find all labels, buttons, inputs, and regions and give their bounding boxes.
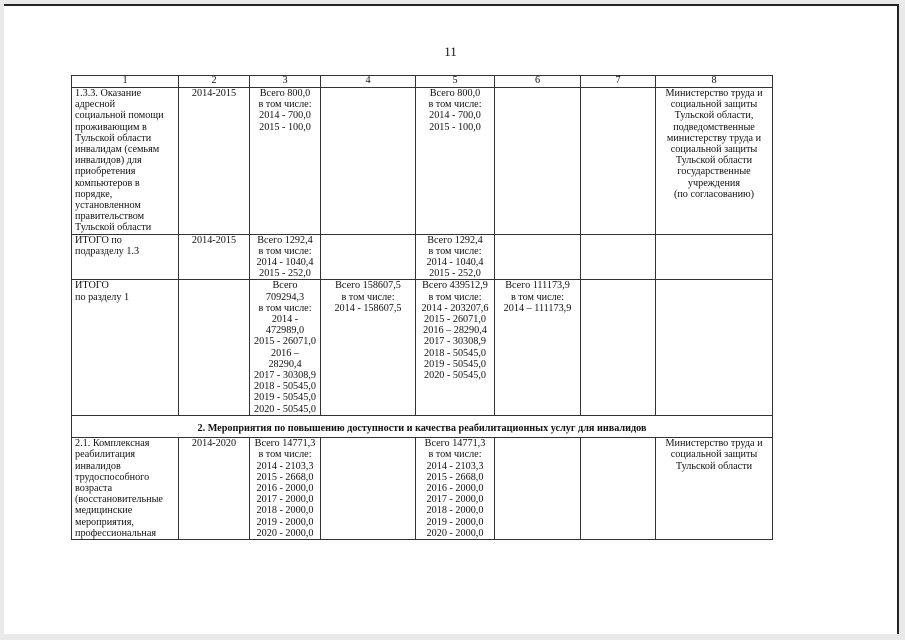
cell-line: подразделу 1.3 — [75, 245, 140, 257]
cell-line: Тульской области — [75, 222, 152, 234]
table-row — [72, 234, 773, 280]
cell-line: компьютеров в — [75, 177, 140, 189]
cell-line: в том числе: — [258, 449, 312, 461]
section-heading-row — [72, 415, 773, 437]
cell-line: профессиональная — [75, 527, 157, 539]
cell-line: социальной защиты — [670, 449, 758, 461]
cell-line: в том числе: — [258, 99, 312, 111]
cell-col-1 — [72, 438, 179, 540]
col-header-4: 4 — [321, 76, 416, 88]
table-body-section-2 — [72, 415, 773, 539]
cell-line: 2018 - 50545,0 — [424, 347, 486, 359]
cell-line: по разделу 1 — [75, 291, 130, 303]
cell-col-5 — [416, 280, 495, 415]
cell-line: 2014 - 2103,3 — [256, 460, 314, 472]
cell-line: реабилитация — [75, 449, 136, 461]
cell-line: 2020 - 50545,0 — [254, 403, 316, 415]
cell-line: 2014 - — [271, 314, 299, 326]
cell-col-4 — [321, 280, 416, 415]
cell-col-8 — [656, 438, 773, 540]
cell-line: Всего 1292,4 — [257, 234, 313, 246]
cell-col-2 — [179, 280, 250, 415]
cell-line: 2018 - 2000,0 — [426, 505, 484, 517]
cell-col-1 — [72, 88, 179, 235]
cell-line: ИТОГО — [75, 280, 109, 292]
cell-line: 2015 - 100,0 — [259, 121, 311, 133]
cell-line: Министерство труда и — [665, 438, 763, 450]
cell-line: учреждения — [687, 177, 741, 189]
cell-line: в том числе: — [258, 245, 312, 257]
cell-line: 2016 – — [270, 347, 299, 359]
document-page — [4, 4, 899, 634]
cell-col-6 — [495, 234, 581, 280]
cell-col-4 — [321, 234, 416, 280]
cell-line: в том числе: — [428, 291, 482, 303]
cell-line: Всего — [272, 280, 298, 292]
cell-col-3 — [250, 438, 321, 540]
cell-line: правительством — [75, 211, 145, 223]
cell-line: проживающим в — [75, 121, 147, 133]
cell-line: 472989,0 — [265, 325, 305, 337]
cell-line: 2014 - 1040,4 — [256, 257, 314, 269]
cell-line: медицинские — [75, 505, 133, 517]
cell-line: инвалидам (семьям — [75, 144, 160, 156]
cell-line: 2014-2015 — [191, 234, 237, 246]
cell-line: 709294,3 — [265, 291, 305, 303]
cell-col-2 — [179, 88, 250, 235]
cell-line: Всего 800,0 — [259, 88, 311, 99]
cell-line: в том числе: — [428, 245, 482, 257]
cell-col-2 — [179, 234, 250, 280]
cell-line: 2020 - 2000,0 — [256, 527, 314, 539]
cell-line: 2015 - 2668,0 — [426, 471, 484, 483]
cell-col-4 — [321, 88, 416, 235]
cell-col-1 — [72, 280, 179, 415]
cell-line: социальной помощи — [75, 110, 164, 122]
cell-line: Тульской области, — [674, 110, 754, 122]
cell-line: государственные — [677, 166, 751, 178]
cell-line: возраста — [75, 482, 113, 494]
cell-line: 2020 - 2000,0 — [426, 527, 484, 539]
table-row — [72, 438, 773, 540]
cell-line: 2019 - 2000,0 — [426, 516, 484, 528]
cell-line: в том числе: — [258, 302, 312, 314]
col-header-1: 1 — [72, 76, 179, 88]
cell-line: 2016 - 2000,0 — [256, 482, 314, 494]
cell-line: Тульской области — [75, 132, 152, 144]
cell-line: 2014 – 111173,9 — [503, 302, 572, 314]
cell-line: в том числе: — [510, 291, 565, 303]
program-table — [71, 75, 773, 540]
cell-col-3 — [250, 88, 321, 235]
cell-line: подведомственные — [673, 121, 755, 133]
cell-line: 2014 - 700,0 — [259, 110, 311, 122]
cell-col-5 — [416, 438, 495, 540]
cell-line: Всего 14771,3 — [254, 438, 316, 450]
col-header-8: 8 — [656, 76, 773, 88]
cell-line: в том числе: — [428, 99, 482, 111]
cell-line: 2014 - 203207,6 — [421, 302, 489, 314]
cell-line: (по согласованию) — [673, 188, 755, 200]
cell-line: министерству труда и — [666, 132, 762, 144]
cell-line: трудоспособного — [75, 471, 150, 483]
cell-col-3 — [250, 280, 321, 415]
cell-line: 2016 – 28290,4 — [423, 325, 487, 337]
cell-line: 2018 - 50545,0 — [254, 381, 316, 393]
cell-line: в том числе: — [428, 449, 482, 461]
cell-line: 2017 - 2000,0 — [256, 494, 314, 506]
cell-line: порядке, — [75, 188, 113, 200]
cell-col-7 — [581, 280, 656, 415]
page-number: 11 — [444, 44, 457, 59]
cell-col-1 — [72, 234, 179, 280]
cell-line: 2015 - 26071,0 — [424, 314, 486, 326]
cell-line: социальной защиты — [670, 99, 758, 111]
cell-col-6 — [495, 438, 581, 540]
cell-line: адресной — [75, 99, 116, 111]
cell-line: 2015 - 26071,0 — [254, 336, 316, 348]
cell-line: ИТОГО по — [75, 234, 122, 246]
cell-col-2 — [179, 438, 250, 540]
cell-line: установленном — [75, 200, 141, 212]
cell-line: Всего 439512,9 — [422, 280, 488, 292]
cell-line: 2014-2020 — [191, 438, 237, 450]
cell-line: социальной защиты — [670, 144, 758, 156]
col-header-7: 7 — [581, 76, 656, 88]
cell-line: Всего 111173,9 — [505, 280, 570, 292]
col-header-5: 5 — [416, 76, 495, 88]
cell-line: (восстановительные — [75, 494, 163, 506]
cell-col-8 — [656, 88, 773, 235]
cell-line: 2015 - 252,0 — [259, 268, 311, 280]
cell-col-7 — [581, 438, 656, 540]
cell-line: 2019 - 2000,0 — [256, 516, 314, 528]
cell-line: в том числе: — [341, 291, 395, 303]
header-row — [72, 76, 773, 88]
cell-line: 2014 - 2103,3 — [426, 460, 484, 472]
cell-line: 2014 - 158607,5 — [334, 302, 402, 314]
cell-line: 2017 - 2000,0 — [426, 494, 484, 506]
cell-col-8 — [656, 234, 773, 280]
cell-col-4 — [321, 438, 416, 540]
cell-line: мероприятия, — [75, 516, 134, 528]
cell-line: Всего 800,0 — [429, 88, 481, 99]
cell-line: 2016 - 2000,0 — [426, 482, 484, 494]
cell-col-5 — [416, 88, 495, 235]
cell-line: 2020 - 50545,0 — [424, 370, 486, 382]
cell-line: инвалидов) для — [75, 155, 142, 167]
cell-line: 2017 - 30308,9 — [424, 336, 486, 348]
cell-col-6 — [495, 280, 581, 415]
cell-line: 2017 - 30308,9 — [254, 370, 316, 382]
cell-col-7 — [581, 88, 656, 235]
cell-line: Всего 1292,4 — [427, 234, 483, 246]
cell-line: Министерство труда и — [665, 88, 763, 99]
cell-line: 2015 - 2668,0 — [256, 471, 314, 483]
cell-col-7 — [581, 234, 656, 280]
col-header-2: 2 — [179, 76, 250, 88]
col-header-6: 6 — [495, 76, 581, 88]
table-body-section-1 — [72, 88, 773, 416]
cell-line: Всего 158607,5 — [335, 280, 401, 292]
cell-line: 2014 - 700,0 — [429, 110, 481, 122]
cell-line: 2018 - 2000,0 — [256, 505, 314, 517]
cell-line: 2015 - 100,0 — [429, 121, 481, 133]
cell-line: 2014 - 1040,4 — [426, 257, 484, 269]
cell-col-8 — [656, 280, 773, 415]
cell-line: 1.3.3. Оказание — [75, 88, 142, 99]
cell-line: инвалидов — [75, 460, 121, 472]
cell-line: 2019 - 50545,0 — [254, 392, 316, 404]
col-header-3: 3 — [250, 76, 321, 88]
cell-col-3 — [250, 234, 321, 280]
cell-line: приобретения — [75, 166, 136, 178]
cell-line: 2014-2015 — [191, 88, 237, 99]
cell-line: 2015 - 252,0 — [429, 268, 481, 280]
table-row — [72, 88, 773, 235]
section-title: 2. Мероприятия по повышению доступности и качества реабилитационных услуг для инвалидов — [72, 415, 773, 437]
cell-line: Тульской области — [675, 155, 753, 167]
cell-col-5 — [416, 234, 495, 280]
cell-line: 28290,4 — [268, 358, 302, 370]
cell-line: 2.1. Комплексная — [75, 438, 150, 450]
cell-line: 2019 - 50545,0 — [424, 358, 486, 370]
cell-line: Всего 14771,3 — [424, 438, 486, 450]
cell-col-6 — [495, 88, 581, 235]
cell-line: Тульской области — [675, 460, 753, 472]
table-row — [72, 280, 773, 415]
